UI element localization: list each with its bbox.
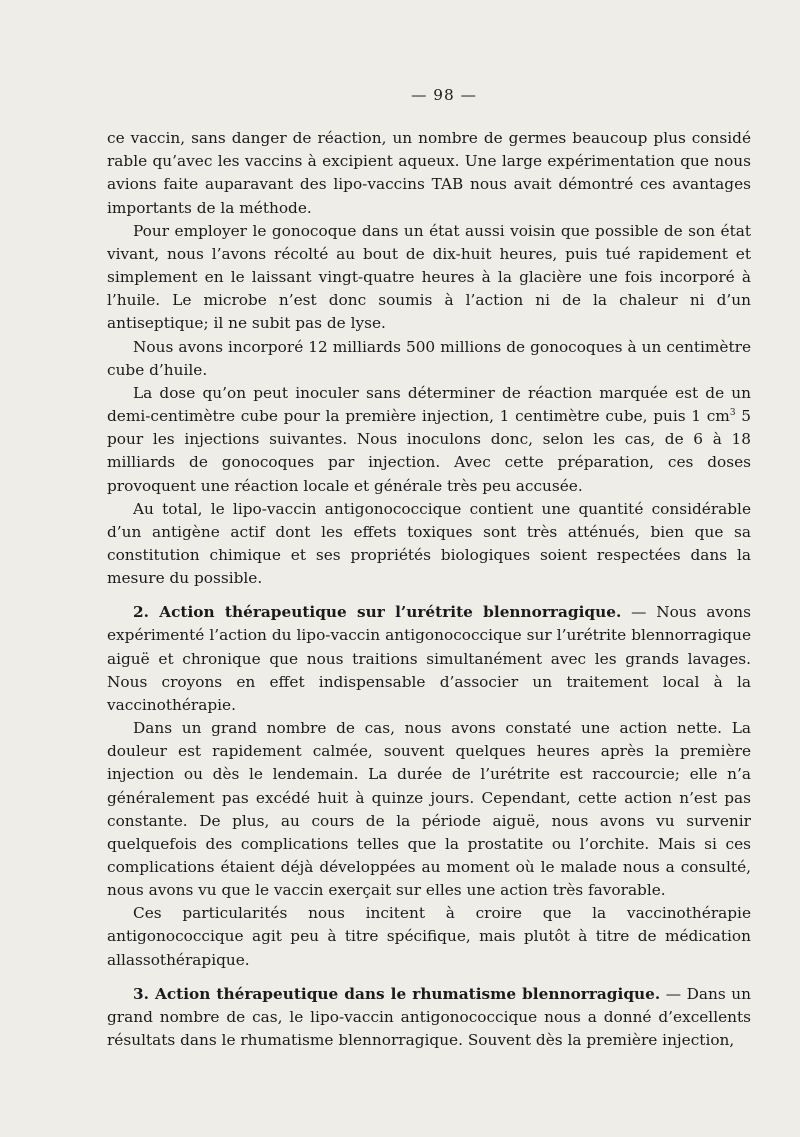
section-3-paragraph <box>107 983 751 1052</box>
paragraph-gonocoque-preparation: Pour employer le gonocoque dans un état aussi voisin que possible de son état vivant, nous l’avons récolté au bout de dix-huit heures, puis tué rapidement et simplement en le laissant vingt-quatre heures à la glacière une fois incorporé à l’huile. Le microbe n’est donc soumis à l’action ni de la chaleur ni d’un antiseptique; il ne subit pas de lyse. <box>107 221 751 333</box>
section-2-text: — Nous avons expérimenté l’action du lipo-vaccin antigonococcique sur l’urétrite blennorragique aiguë et chronique que nous traitions simultanément avec les grands lavages. Nous croyons en effet indispensable d’associer un traitement local à la vaccinothérapie. <box>107 603 751 714</box>
paragraph-continuation: ce vaccin, sans danger de réaction, un nombre de germes beaucoup plus considé rable qu’avec les vaccins à excipient aqueux. Une large expérimentation que nous avions faite auparavant des lipo-vaccins TAB nous avait démontré ces avantages importants de la méthode. <box>107 129 751 217</box>
paragraph-results: Dans un grand nombre de cas, nous avons constaté une action nette. La douleur est rapidement calmée, souvent quelques heures après la première injection ou dès le lendemain. La durée de l’urétrite est raccourcie; elle n’a généralement pas excédé huit à quinze jours. Cependant, cette action n’est pas constante. De plus, au cours de la période aiguë, nous avons vu survenir quelquefois des complications telles que la prostatite ou l’orchite. Mais si ces complications étaient déjà développées au moment où le malade nous a consulté, nous avons vu que le vaccin exerçait sur elles une action très favorable. <box>107 719 751 900</box>
page-text <box>107 84 751 1052</box>
paragraph-conclusion: Ces particularités nous incitent à croire que la vaccinothérapie antigonococcique agit peu à titre spécifique, mais plutôt à titre de médication allassothérapique. <box>107 904 751 969</box>
section-3-heading: 3. Action thérapeutique dans le rhumatisme blennorragique. <box>133 984 661 1003</box>
page-number: — 98 — <box>411 86 477 104</box>
section-3-text: — Dans un grand nombre de cas, le lipo-vaccin antigonococcique nous a donné d’excellents résultats dans le rhumatisme blennorragique. Souvent dès la première injection, <box>107 984 751 1050</box>
section-2-heading: 2. Action thérapeutique sur l’urétrite blennorragique. <box>133 603 622 622</box>
dose-text-b: 5 pour les injections suivantes. Nous inoculons donc, selon les cas, de 6 à 18 milliards de gonocoques par injection. Avec cette préparation, ces doses provoquent une réaction locale et générale très peu accusée. <box>107 407 751 495</box>
paragraph-dose <box>107 382 751 498</box>
paragraph-summary: Au total, le lipo-vaccin antigonococcique contient une quantité considérable d’un antigène actif dont les effets toxiques sont très atténués, bien que sa constitution chimique et ses propriétés biologiques soient respectées dans la mesure du possible. <box>107 499 751 588</box>
cubic-superscript: 3 <box>729 407 736 418</box>
dose-text-a: La dose qu’on peut inoculer sans déterminer de réaction marquée est de un demi-centimètre cube pour la première injection, 1 centimètre cube, puis 1 cm <box>107 383 751 426</box>
section-2-paragraph <box>107 601 751 717</box>
paragraph-incorporation: Nous avons incorporé 12 milliards 500 millions de gonocoques à un centimètre cube d’huile. <box>107 337 751 379</box>
